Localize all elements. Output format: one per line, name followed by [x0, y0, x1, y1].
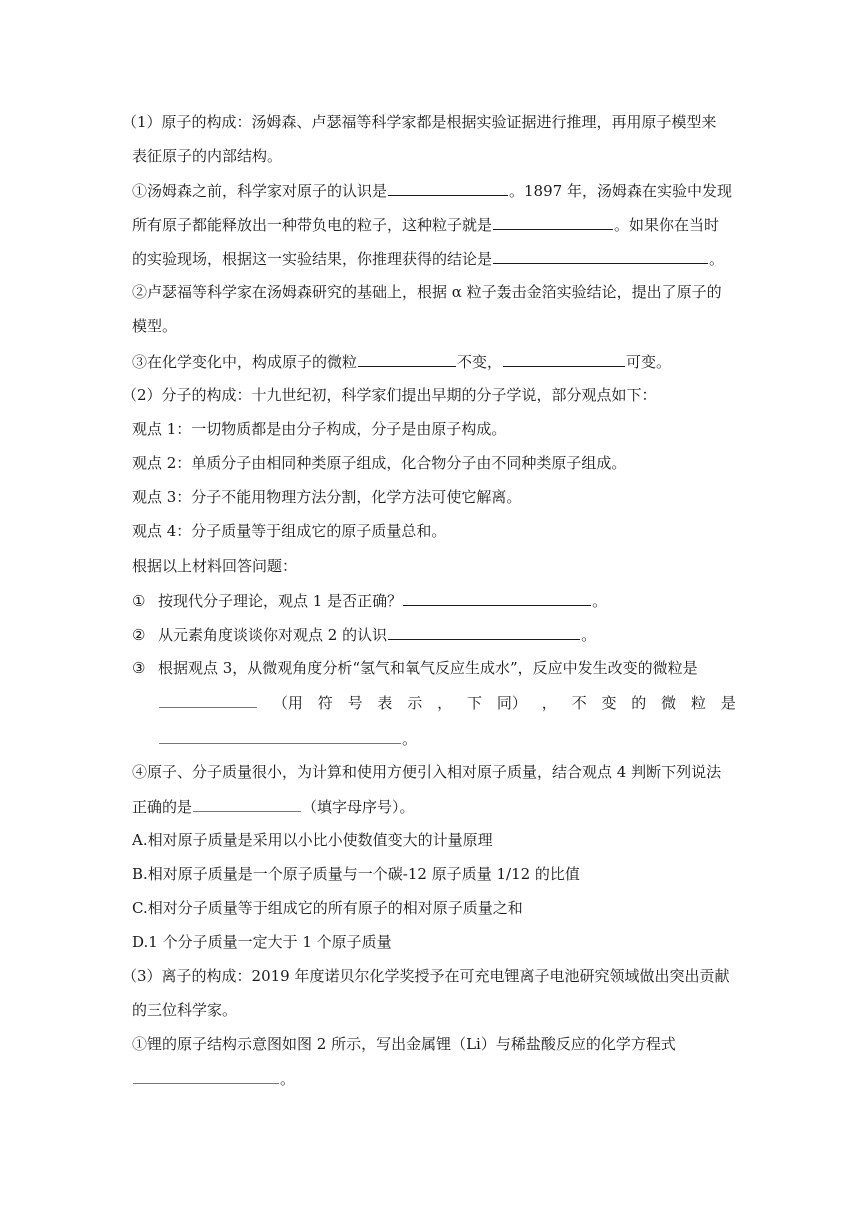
sub-question-3-text: 根据观点 3，从微观角度分析“氢气和氧气反应生成水”，反应中发生改变的微粒是: [158, 659, 698, 677]
q1-text-b: 。1897 年，汤姆森在实验中发现: [509, 182, 732, 200]
spread-char: ，: [541, 694, 557, 712]
q3-text-b: 不变，: [457, 353, 503, 371]
q1-text-d: 。如果你在当时: [614, 216, 720, 234]
answer-blank[interactable]: [493, 247, 708, 264]
section3-question1-line2: [132, 1067, 736, 1090]
sub-question-1: [132, 589, 736, 612]
spread-char: 下: [467, 694, 483, 712]
section3-intro-line1: （3）离子的构成：2019 年度诺贝尔化学奖授予在可充电锂离子电池研究领域做出突出贡献: [122, 967, 730, 985]
sub-question-1-text: 按现代分子理论，观点 1 是否正确？: [158, 592, 403, 610]
spread-char: 不: [571, 694, 587, 712]
option-c: C.相对分子质量等于组成它的所有原子的相对原子质量之和: [132, 899, 523, 917]
question4-line1: ④原子、分子质量很小，为计算和使用方便引入相对原子质量，结合观点 4 判断下列说法: [132, 763, 722, 781]
sub-question-2-end: 。: [581, 626, 597, 644]
sub-question-3-number: ③: [132, 659, 146, 677]
answer-blank[interactable]: [388, 179, 508, 196]
section1-intro-line1: （1）原子的构成：汤姆森、卢瑟福等科学家都是根据实验证据进行推理，再用原子模型来: [122, 113, 717, 131]
view-4: 观点 4：分子质量等于组成它的原子质量总和。: [132, 522, 447, 540]
q3-text-a: ③在化学变化中，构成原子的微粒: [132, 353, 358, 371]
answer-blank[interactable]: [159, 691, 257, 708]
section1-question2-line2: 模型。: [132, 317, 178, 335]
spread-char: 号: [347, 694, 363, 712]
sub-question-3-line1: [132, 657, 736, 679]
question4-text-b: （填字母序号）。: [302, 798, 415, 816]
question4-line2: [132, 795, 736, 818]
sub-question-2-number: ②: [132, 626, 146, 644]
spread-char: 粒: [691, 694, 707, 712]
spread-char: 是: [720, 694, 736, 712]
spread-char: 示: [407, 694, 423, 712]
spread-char: 表: [377, 694, 393, 712]
sub-question-1-number: ①: [132, 592, 146, 610]
q1-text-a: ①汤姆森之前，科学家对原子的认识是: [132, 182, 388, 200]
spread-char: ，: [437, 694, 453, 712]
option-d: D.1 个分子质量一定大于 1 个原子质量: [132, 933, 392, 951]
q3-text-c: 可变。: [626, 353, 672, 371]
answer-blank[interactable]: [503, 350, 625, 367]
section1-question1-line3: [132, 247, 736, 270]
view-1: 观点 1：一切物质都是由分子构成，分子是由原子构成。: [132, 420, 507, 438]
answer-blank[interactable]: [388, 623, 580, 640]
section1-question2-line1: ②卢瑟福等科学家在汤姆森研究的基础上，根据 α 粒子轰击金箔实验结论，提出了原子的: [132, 283, 722, 301]
section3-question1-line1: ①锂的原子结构示意图如图 2 所示，写出金属锂（Li）与稀盐酸反应的化学方程式: [132, 1035, 676, 1053]
answer-blank[interactable]: [193, 795, 301, 812]
section1-question1-line2: [132, 213, 736, 236]
sub-question-1-end: 。: [592, 592, 608, 610]
spread-char: 微: [661, 694, 677, 712]
spread-char: 同）: [496, 694, 527, 712]
section3-question1-end: 。: [280, 1070, 296, 1088]
sub-question-3-line3: [158, 727, 762, 750]
sub-question-2-text: 从元素角度谈谈你对观点 2 的认识: [158, 626, 388, 644]
view-3: 观点 3：分子不能用物理方法分割，化学方法可使它解离。: [132, 488, 522, 506]
answer-blank[interactable]: [493, 213, 613, 230]
section1-intro-line2: 表征原子的内部结构。: [132, 147, 283, 165]
option-b: B.相对原子质量是一个原子质量与一个碳-12 原子质量 1/12 的比值: [132, 865, 580, 883]
q1-text-f: 。: [709, 250, 725, 268]
q1-text-c: 所有原子都能释放出一种带负电的粒子，这种粒子就是: [132, 216, 493, 234]
answer-blank[interactable]: [358, 350, 456, 367]
spread-char: 变: [601, 694, 617, 712]
sub-question-2: [132, 623, 736, 646]
option-a: A.相对原子质量是采用以小比小使数值变大的计量原理: [132, 831, 493, 849]
section1-question1-line1: [132, 179, 736, 202]
answer-blank[interactable]: [403, 589, 591, 606]
spread-char: （用: [272, 694, 303, 712]
question4-text-a: 正确的是: [132, 798, 193, 816]
section1-question3: [132, 350, 736, 373]
spread-char: 符: [317, 694, 333, 712]
q1-text-e: 的实验现场，根据这一实验结果，你推理获得的结论是: [132, 250, 493, 268]
sub-question-3-line2: [158, 691, 736, 714]
sub-question-3-end: 。: [402, 730, 418, 748]
section3-intro-line2: 的三位科学家。: [132, 1001, 238, 1019]
section2-intro: （2）分子的构成：十九世纪初，科学家们提出早期的分子学说，部分观点如下：: [122, 386, 657, 404]
view-2: 观点 2：单质分子由相同种类原子组成，化合物分子由不同种类原子组成。: [132, 454, 627, 472]
spread-char: 的: [631, 694, 647, 712]
answer-blank[interactable]: [133, 1067, 279, 1084]
answer-prompt: 根据以上材料回答问题：: [132, 557, 298, 575]
answer-blank[interactable]: [159, 727, 401, 744]
